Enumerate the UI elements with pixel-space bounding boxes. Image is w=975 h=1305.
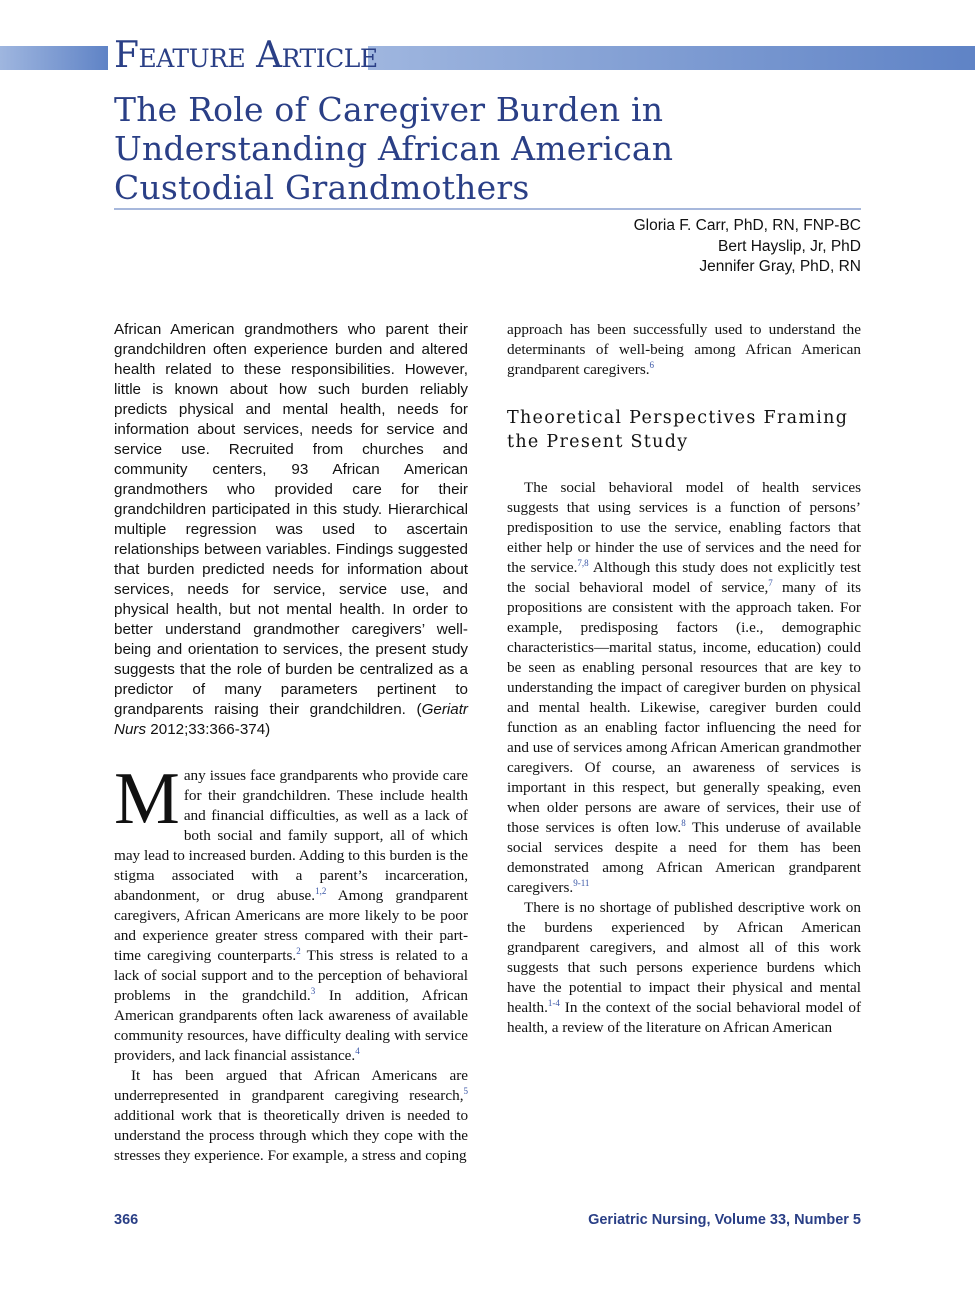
section-paragraph-1 (507, 478, 861, 898)
text-run: There is no shortage of published descriptive work on the burdens experienced by African American grandparent caregivers, and almost all of this work suggests that such persons experience burdens which have the potential to impact their physical and mental health. (507, 899, 861, 1016)
author: Gloria F. Carr, PhD, RN, FNP-BC (633, 217, 861, 234)
citation-ref-link[interactable]: 6 (649, 359, 655, 370)
text-run: The social behavioral model of health services suggests that using services is a function of persons’ predisposition to use the service, enabling factors that either help or hinder the use of services and the need for the service. (507, 479, 861, 576)
text-run: In addition, African American grandparents often lack awareness of available community resources, have difficulty dealing with service providers, and lack financial assistance. (114, 987, 468, 1064)
abstract (114, 320, 468, 740)
citation-ref-link[interactable]: 2 (296, 945, 301, 956)
abstract-text: African American grandmothers who parent their grandchildren often experience burden and altered health related to these responsibilities. However, little is known about how such burden reliably predicts physical and mental health, needs for information about services, needs for service and service use. Recruited from churches and community centers, 93 African American grandmothers who provided care for their grandchildren participated in this study. Hierarchical multiple regression was used to ascertain relationships between variables. Findings suggested that burden predicted needs for information about services, needs for service, service use, and physical health, but not mental health. In order to better understand grandmother caregivers’ well-being and orientation to services, the present study suggests that the role of burden be centralized as a predictor of many parameters pertinent to grandparents raising their grandchildren. ( (114, 321, 468, 718)
text-run: This underuse of available social services despite a need for them has been demonstrated among African American grandparent caregivers. (507, 819, 862, 896)
header-accent-bar-left (0, 46, 108, 70)
text-run: This stress is related to a lack of social support and to the perception of behavioral problems in the grandchild. (114, 947, 468, 1004)
drop-cap: M (114, 758, 180, 840)
citation-ref-link[interactable]: 5 (463, 1085, 468, 1096)
intro-paragraph-1 (114, 758, 468, 1066)
intro-paragraph-2-continued (507, 320, 861, 380)
intro-paragraph-2: It has been argued that African Americans are underrepresented in grandparent caregiving research,$^5$ additional work that is theoretically driven is needed to understand the process through which they cope with the stresses they experience. For example, a stress and coping (114, 1067, 469, 1164)
journal-footer: Geriatric Nursing, Volume 33, Number 5 (588, 1212, 861, 1228)
article-title: The Role of Caregiver Burden in Understanding African American Custodial Grandmothers (114, 90, 674, 207)
author: Bert Hayslip, Jr, PhD (718, 237, 861, 255)
section-heading: Theoretical Perspectives Framing the Present Study (507, 408, 849, 452)
author-list (634, 216, 861, 278)
citation-journal: Geriatr Nurs (114, 701, 468, 738)
citation-ref-link[interactable]: 7 (768, 577, 773, 588)
left-column (114, 320, 468, 1166)
citation-ref-link[interactable]: 9-11 (573, 877, 590, 888)
citation-ref-link[interactable]: 4 (355, 1045, 360, 1056)
page-number: 366 (114, 1212, 139, 1228)
text-run: Although this study does not explicitly test the social behavioral model of service, (507, 559, 862, 596)
citation-ref-link[interactable]: 3 (310, 985, 316, 996)
section-paragraph-2 (507, 898, 861, 1038)
text-run: any issues face grandparents who provide care for their grandchildren. These include health and financial difficulties, as well as a lack of both social and family support, all of which may lead to increased burden. Adding to this burden is the stigma associated with a parent’s incarceration, abandonment, or drug abuse. (114, 767, 468, 904)
right-column (507, 320, 861, 1038)
citation-ref-link[interactable]: 1,2 (315, 885, 327, 896)
author: Jennifer Gray, PhD, RN (699, 258, 861, 275)
citation-ref-link[interactable]: 1-4 (547, 997, 560, 1008)
text-run: In the context of the social behavioral model of health, a review of the literature on African American (507, 999, 861, 1036)
section-label: Feature Article (114, 35, 378, 76)
citation-ref-link[interactable]: 8 (681, 817, 686, 828)
text-run: Among grandparent caregivers, African Americans are more likely to be poor and experience greater stress compared with their part-time caregiving counterparts. (114, 887, 468, 964)
citation-details: 2012;33:366-374) (146, 721, 271, 738)
header-accent-bar-right (368, 46, 975, 70)
citation-ref-link[interactable]: 7,8 (577, 557, 589, 568)
text-run: many of its propositions are consistent with the approach taken. For example, predisposing factors (i.e., demographic characteristics—marital status, income, education) could be seen as enabling personal resources that are key to understanding the impact of caregiver burden on physical and mental health. Likewise, caregiver burden could function as an enabling factor influencing the need for and use of services among African American grandmother caregivers. Of course, an awareness of services is important in this respect, but generally speaking, even when older persons are aware of services, their use of those services is often low. (507, 579, 861, 836)
intro-paragraph-2-cont-text: approach has been successfully used to understand the determinants of well-being among African American grandparent caregivers.$^6$ (507, 321, 862, 378)
title-divider (114, 208, 861, 210)
